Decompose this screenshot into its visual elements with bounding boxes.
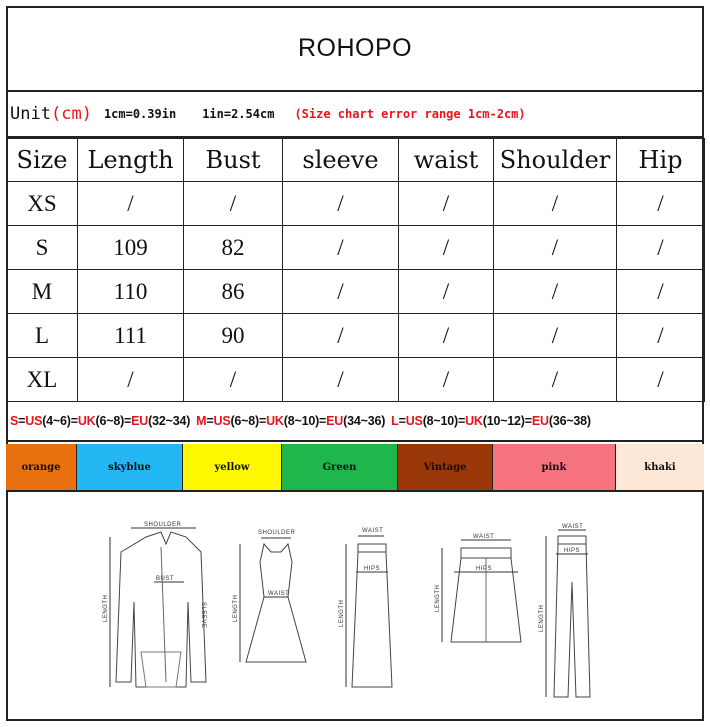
long-skirt-length-label: LENGTH (339, 599, 345, 627)
table-header-row (7, 139, 705, 182)
unit-cm: cm (61, 104, 82, 124)
conv-eq: = (124, 414, 132, 428)
size-conversion-row (6, 402, 704, 442)
cell-bust: 90 (184, 314, 283, 358)
conv-s-size: S (10, 414, 19, 428)
cell-hip: / (617, 182, 705, 226)
cell-bust: 86 (184, 270, 283, 314)
color-swatch-orange[interactable] (6, 444, 77, 490)
error-note (294, 107, 525, 121)
dress-shoulder-label: SHOULDER (258, 530, 296, 536)
conv-uk-label: UK (77, 414, 96, 428)
conv-us-label: US (213, 414, 231, 428)
conv-l-us: (8~10) (422, 414, 458, 428)
conv-m-eu: (34~36) (343, 414, 386, 428)
table-row (7, 182, 705, 226)
table-row (7, 358, 705, 402)
jacket-sleeve-label: SLEEVE (200, 602, 206, 629)
conv-eq: = (319, 414, 327, 428)
cell-waist: / (399, 314, 494, 358)
unit-paren-open: ( (50, 104, 62, 124)
cell-size: XS (7, 182, 78, 226)
header-length: Length (78, 139, 184, 182)
color-swatch-skyblue[interactable] (77, 444, 183, 490)
header-shoulder: Shoulder (494, 139, 617, 182)
conv-l-eu: (36~38) (548, 414, 591, 428)
color-name: pink (541, 461, 567, 473)
cell-waist: / (399, 226, 494, 270)
short-skirt-length-label: LENGTH (435, 584, 441, 612)
measurement-diagrams (6, 492, 704, 721)
short-skirt-hips-label: HIPS (476, 566, 493, 572)
table-row (7, 226, 705, 270)
header-size: Size (7, 139, 78, 182)
pants-diagram (539, 524, 590, 697)
cell-size: XL (7, 358, 78, 402)
dress-length-label: LENGTH (233, 594, 239, 622)
cell-hip: / (617, 270, 705, 314)
unit-label: Unit (10, 104, 51, 124)
cell-shoulder: / (494, 358, 617, 402)
conversion-cm-in: 1cm=0.39in (103, 107, 177, 121)
conv-eq: = (398, 414, 406, 428)
cell-sleeve: / (283, 314, 399, 358)
cell-sleeve: / (283, 270, 399, 314)
cell-length: 110 (78, 270, 184, 314)
conv-us-label: US (405, 414, 423, 428)
header-waist: waist (399, 139, 494, 182)
conv-eu-label: EU (326, 414, 344, 428)
conv-eq: = (18, 414, 26, 428)
cell-shoulder: / (494, 270, 617, 314)
color-swatch-vintage[interactable] (398, 444, 493, 490)
short-skirt-diagram (435, 534, 521, 642)
jacket-diagram (103, 522, 206, 687)
error-paren-close: ) (518, 107, 526, 121)
color-name: orange (21, 461, 61, 473)
cell-sleeve: / (283, 226, 399, 270)
cell-waist: / (399, 182, 494, 226)
pants-hips-label: HIPS (564, 548, 581, 554)
conv-eu-label: EU (531, 414, 549, 428)
dress-diagram (233, 530, 306, 662)
cell-length: 109 (78, 226, 184, 270)
conv-eq: = (457, 414, 466, 428)
conv-eu-label: EU (131, 414, 149, 428)
cell-size: M (7, 270, 78, 314)
brand-title: ROHOPO (6, 6, 704, 92)
cell-length: 111 (78, 314, 184, 358)
cell-waist: / (399, 270, 494, 314)
cell-bust: / (184, 182, 283, 226)
conv-s-us: (4~6) (42, 414, 71, 428)
conv-s-uk: (6~8) (95, 414, 125, 428)
conv-l-size: L (391, 414, 399, 428)
color-name: Green (322, 461, 357, 473)
header-sleeve: sleeve (283, 139, 399, 182)
conv-m-size: M (196, 414, 207, 428)
conv-l-uk: (10~12) (482, 414, 525, 428)
jacket-bust-label: BUST (156, 576, 175, 582)
conversion-in-cm: 1in=2.54cm (202, 107, 275, 121)
color-swatches (6, 444, 704, 492)
cell-length: / (78, 182, 184, 226)
conv-eq: = (524, 414, 532, 428)
color-swatch-pink[interactable] (493, 444, 616, 490)
jacket-shoulder-label: SHOULDER (144, 522, 182, 528)
conv-eq: = (70, 414, 78, 428)
pants-waist-label: WAIST (562, 524, 584, 530)
long-skirt-waist-label: WAIST (362, 528, 384, 534)
conv-uk-label: UK (465, 414, 483, 428)
conv-eq: = (206, 414, 214, 428)
cell-bust: / (184, 358, 283, 402)
table-row (7, 314, 705, 358)
long-skirt-diagram (339, 528, 392, 687)
dress-waist-label: WAIST (268, 591, 290, 597)
conv-m-uk: (8~10) (283, 414, 320, 428)
header-hip: Hip (617, 139, 705, 182)
cell-sleeve: / (283, 182, 399, 226)
cell-hip: / (617, 314, 705, 358)
cell-size: L (7, 314, 78, 358)
garment-illustrations (6, 492, 704, 721)
cell-shoulder: / (494, 226, 617, 270)
unit-row (6, 92, 704, 138)
color-swatch-yellow[interactable] (183, 444, 282, 490)
header-bust: Bust (184, 139, 283, 182)
color-name: yellow (214, 461, 250, 473)
size-chart-table (6, 138, 705, 402)
cell-shoulder: / (494, 314, 617, 358)
short-skirt-waist-label: WAIST (473, 534, 495, 540)
jacket-length-label: LENGTH (103, 594, 109, 622)
color-swatch-green[interactable] (282, 444, 398, 490)
cell-length: / (78, 358, 184, 402)
conv-uk-label: UK (266, 414, 284, 428)
color-name: skyblue (108, 461, 151, 473)
cell-shoulder: / (494, 182, 617, 226)
conv-us-label: US (25, 414, 43, 428)
long-skirt-hips-label: HIPS (364, 566, 381, 572)
color-name: khaki (644, 461, 676, 473)
error-paren-open: ( (294, 107, 302, 121)
pants-length-label: LENGTH (539, 604, 545, 632)
unit-paren-close: ) (81, 104, 92, 124)
conv-eq: = (259, 414, 267, 428)
conv-s-eu: (32~34) (148, 414, 191, 428)
error-text: Size chart error range 1cm-2cm (301, 107, 519, 121)
table-row (7, 270, 705, 314)
cell-hip: / (617, 358, 705, 402)
cell-sleeve: / (283, 358, 399, 402)
cell-bust: 82 (184, 226, 283, 270)
color-swatch-khaki[interactable] (616, 444, 704, 490)
conv-m-us: (6~8) (230, 414, 259, 428)
cell-hip: / (617, 226, 705, 270)
cell-size: S (7, 226, 78, 270)
color-name: Vintage (423, 461, 467, 473)
cell-waist: / (399, 358, 494, 402)
